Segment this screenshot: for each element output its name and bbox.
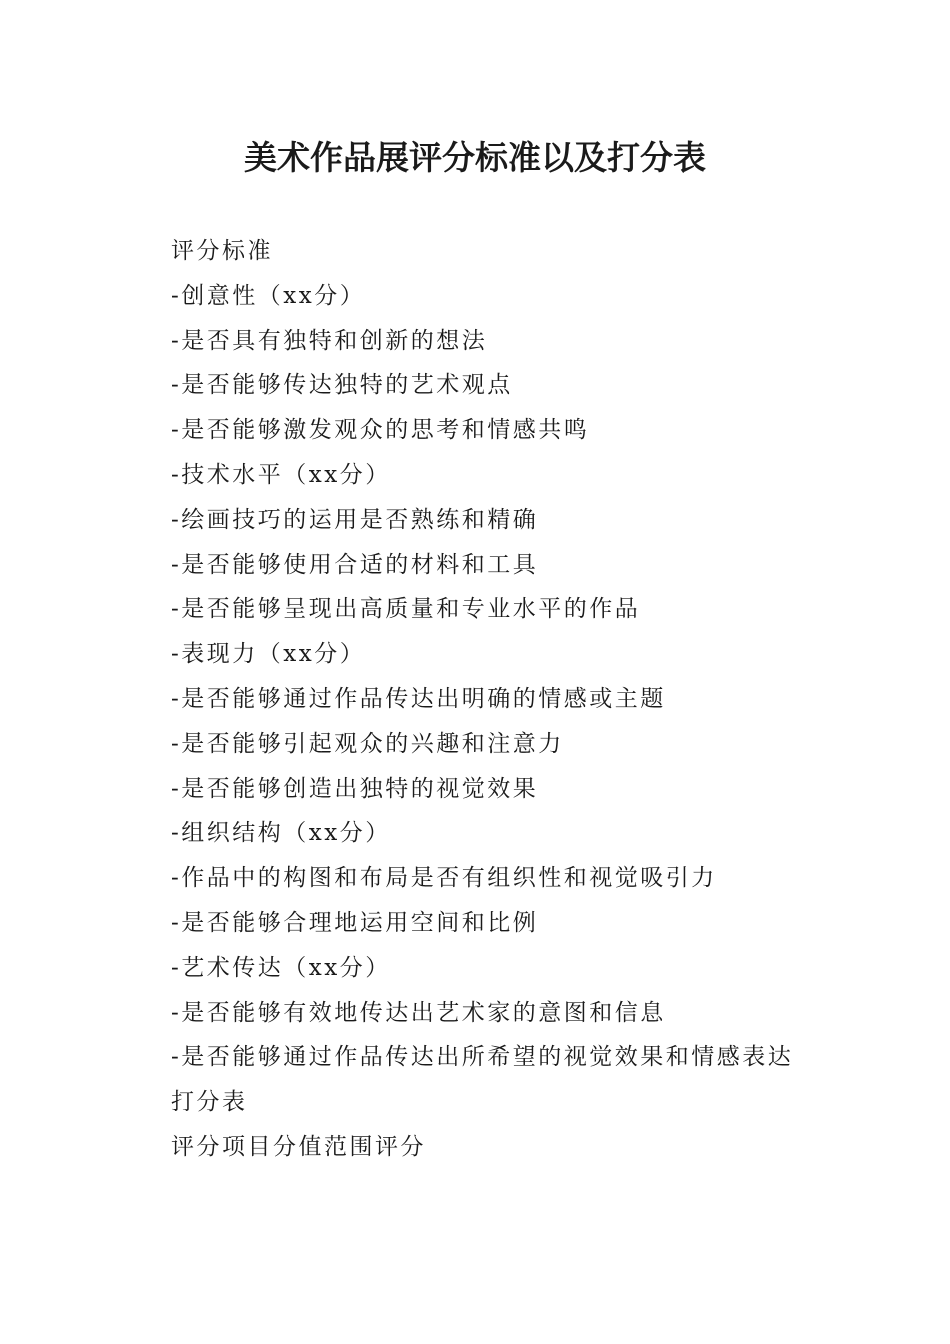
criterion-expression: -表现力（xx分）	[171, 641, 366, 668]
list-item: -是否能够激发观众的思考和情感共鸣	[171, 417, 590, 444]
list-item: -是否能够通过作品传达出明确的情感或主题	[171, 685, 666, 712]
list-item: -是否具有独特和创新的想法	[171, 327, 488, 354]
list-item: -是否能够使用合适的材料和工具	[171, 551, 539, 578]
section-heading-score-sheet: 打分表	[171, 1089, 248, 1116]
list-item: -是否能够引起观众的兴趣和注意力	[171, 730, 564, 757]
list-item: -是否能够有效地传达出艺术家的意图和信息	[171, 999, 666, 1026]
list-item: -是否能够合理地运用空间和比例	[171, 909, 539, 936]
criterion-technique: -技术水平（xx分）	[171, 461, 391, 488]
list-item: -绘画技巧的运用是否熟练和精确	[171, 506, 539, 533]
list-item: -是否能够创造出独特的视觉效果	[171, 775, 539, 802]
list-item: -是否能够传达独特的艺术观点	[171, 372, 513, 399]
criterion-structure: -组织结构（xx分）	[171, 820, 391, 847]
document-body	[171, 229, 871, 1170]
score-sheet-header: 评分项目分值范围评分	[171, 1133, 426, 1160]
list-item: -是否能够呈现出高质量和专业水平的作品	[171, 596, 641, 623]
document-title: 美术作品展评分标准以及打分表	[244, 138, 706, 177]
section-heading-criteria: 评分标准	[171, 238, 273, 264]
list-item: -是否能够通过作品传达出所希望的视觉效果和情感表达	[171, 1044, 794, 1071]
criterion-creativity: -创意性（xx分）	[171, 282, 366, 309]
list-item: -作品中的构图和布局是否有组织性和视觉吸引力	[171, 865, 717, 892]
criterion-communication: -艺术传达（xx分）	[171, 954, 391, 981]
